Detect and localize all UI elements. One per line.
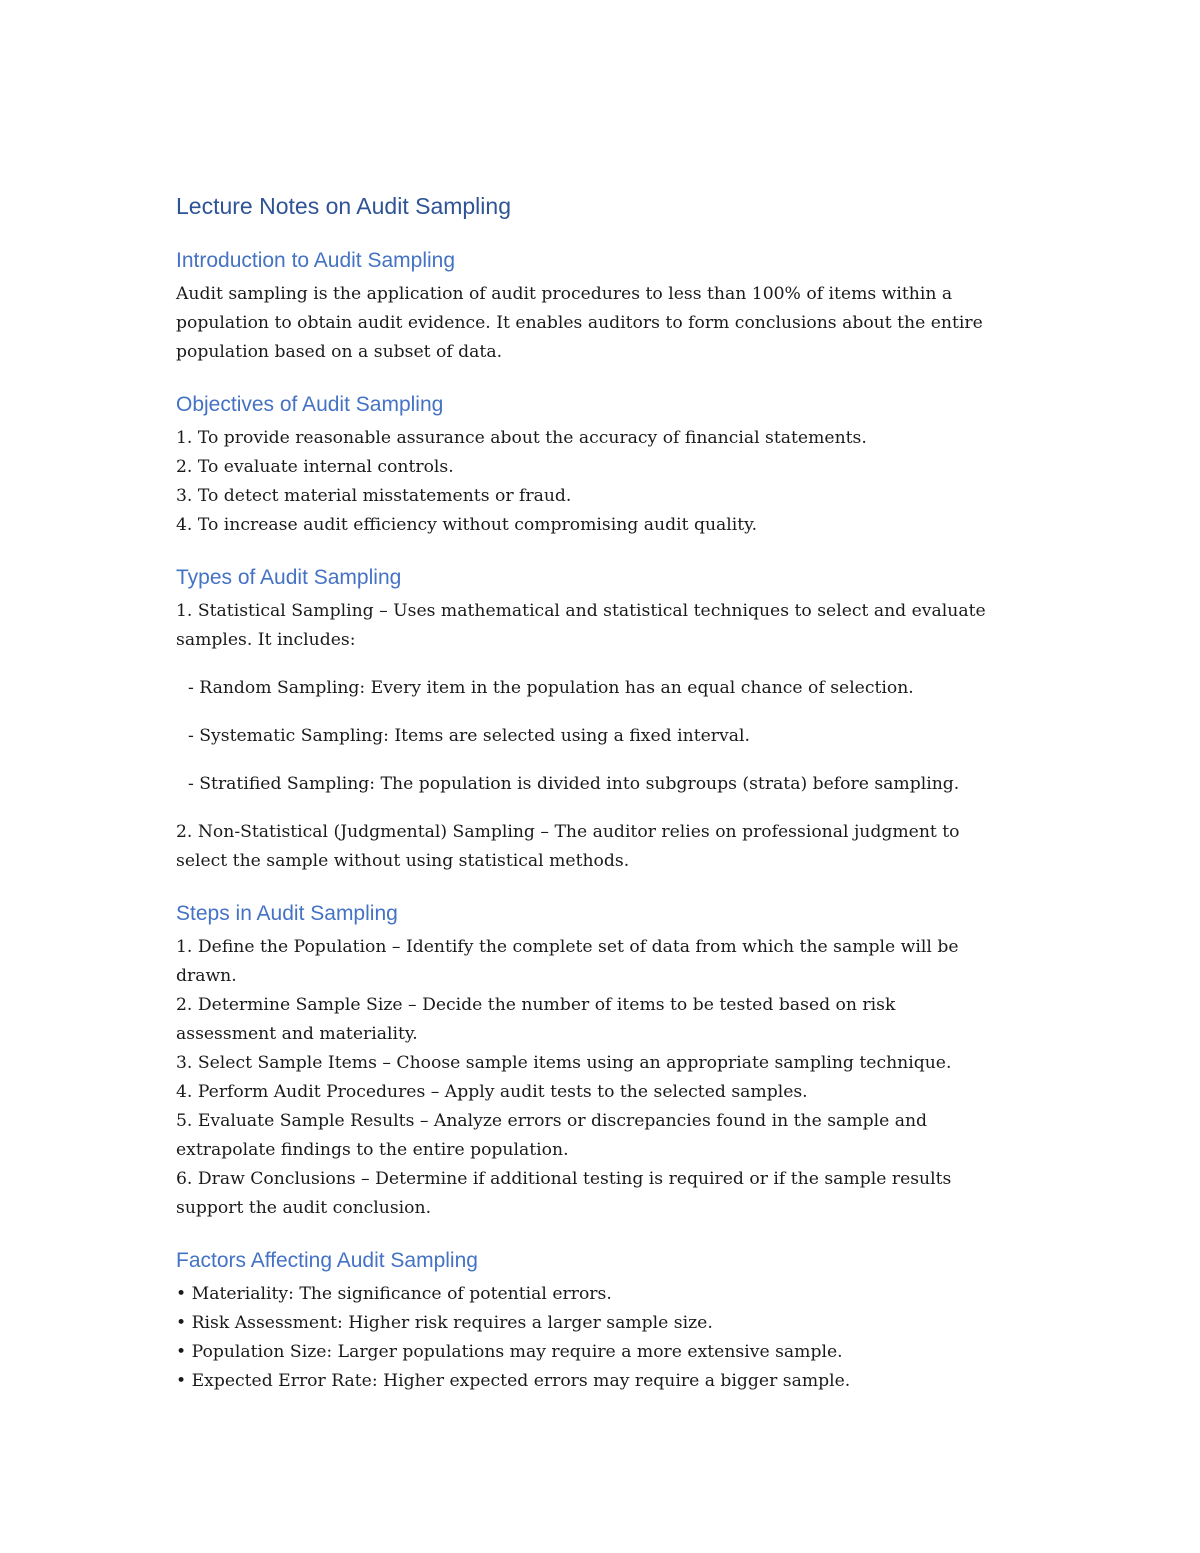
paragraph-line: population to obtain audit evidence. It enables auditors to form conclusions about the entire: [176, 313, 983, 333]
step-line: drawn.: [176, 966, 237, 986]
factors-list: [176, 1280, 1056, 1396]
section-introduction: [176, 246, 1056, 367]
steps-list: [176, 933, 1056, 1223]
section-types: [176, 563, 1056, 876]
section-objectives: [176, 390, 1056, 540]
steps-heading: Steps in Audit Sampling: [176, 902, 398, 925]
bullet-item: • Population Size: Larger populations may require a more extensive sample.: [176, 1342, 843, 1362]
list-item: 2. To evaluate internal controls.: [176, 457, 454, 477]
step-line: 4. Perform Audit Procedures – Apply audit tests to the selected samples.: [176, 1082, 808, 1102]
document-page: [176, 190, 1056, 1419]
types-heading: Types of Audit Sampling: [176, 566, 402, 589]
sub-item-stratified: - Stratified Sampling: The population is divided into subgroups (strata) before sampling.: [188, 774, 960, 794]
paragraph-line: 1. Statistical Sampling – Uses mathematical and statistical techniques to select and evaluate: [176, 601, 986, 621]
list-item: 3. To detect material misstatements or fraud.: [176, 486, 572, 506]
sub-item-random: - Random Sampling: Every item in the population has an equal chance of selection.: [188, 678, 914, 698]
introduction-heading: Introduction to Audit Sampling: [176, 249, 456, 272]
paragraph-line: Audit sampling is the application of audit procedures to less than 100% of items within a: [176, 284, 953, 304]
step-line: support the audit conclusion.: [176, 1198, 432, 1218]
sub-item-systematic: - Systematic Sampling: Items are selected using a fixed interval.: [188, 726, 750, 746]
step-line: 5. Evaluate Sample Results – Analyze errors or discrepancies found in the sample and: [176, 1111, 928, 1131]
step-line: extrapolate findings to the entire population.: [176, 1140, 569, 1160]
section-steps: [176, 899, 1056, 1223]
factors-heading: Factors Affecting Audit Sampling: [176, 1249, 478, 1272]
step-line: 3. Select Sample Items – Choose sample items using an appropriate sampling technique.: [176, 1053, 952, 1073]
bullet-item: • Risk Assessment: Higher risk requires a larger sample size.: [176, 1313, 713, 1333]
bullet-item: • Materiality: The significance of potential errors.: [176, 1284, 612, 1304]
section-factors: [176, 1246, 1056, 1396]
objectives-list: [176, 424, 1056, 540]
types-item-statistical: [176, 597, 1056, 655]
document-title: Lecture Notes on Audit Sampling: [176, 193, 511, 219]
step-line: 2. Determine Sample Size – Decide the number of items to be tested based on risk: [176, 995, 896, 1015]
paragraph-line: select the sample without using statistical methods.: [176, 851, 630, 871]
paragraph-line: 2. Non-Statistical (Judgmental) Sampling – The auditor relies on professional judgment to: [176, 822, 960, 842]
list-item: 1. To provide reasonable assurance about the accuracy of financial statements.: [176, 428, 867, 448]
introduction-paragraph: [176, 280, 1056, 367]
list-item: 4. To increase audit efficiency without compromising audit quality.: [176, 515, 758, 535]
types-item-non-statistical: [176, 818, 1056, 876]
bullet-item: • Expected Error Rate: Higher expected errors may require a bigger sample.: [176, 1371, 851, 1391]
paragraph-line: population based on a subset of data.: [176, 342, 503, 362]
step-line: assessment and materiality.: [176, 1024, 418, 1044]
objectives-heading: Objectives of Audit Sampling: [176, 393, 444, 416]
step-line: 1. Define the Population – Identify the complete set of data from which the sample will be: [176, 937, 959, 957]
paragraph-line: samples. It includes:: [176, 630, 356, 650]
step-line: 6. Draw Conclusions – Determine if additional testing is required or if the sample results: [176, 1169, 952, 1189]
